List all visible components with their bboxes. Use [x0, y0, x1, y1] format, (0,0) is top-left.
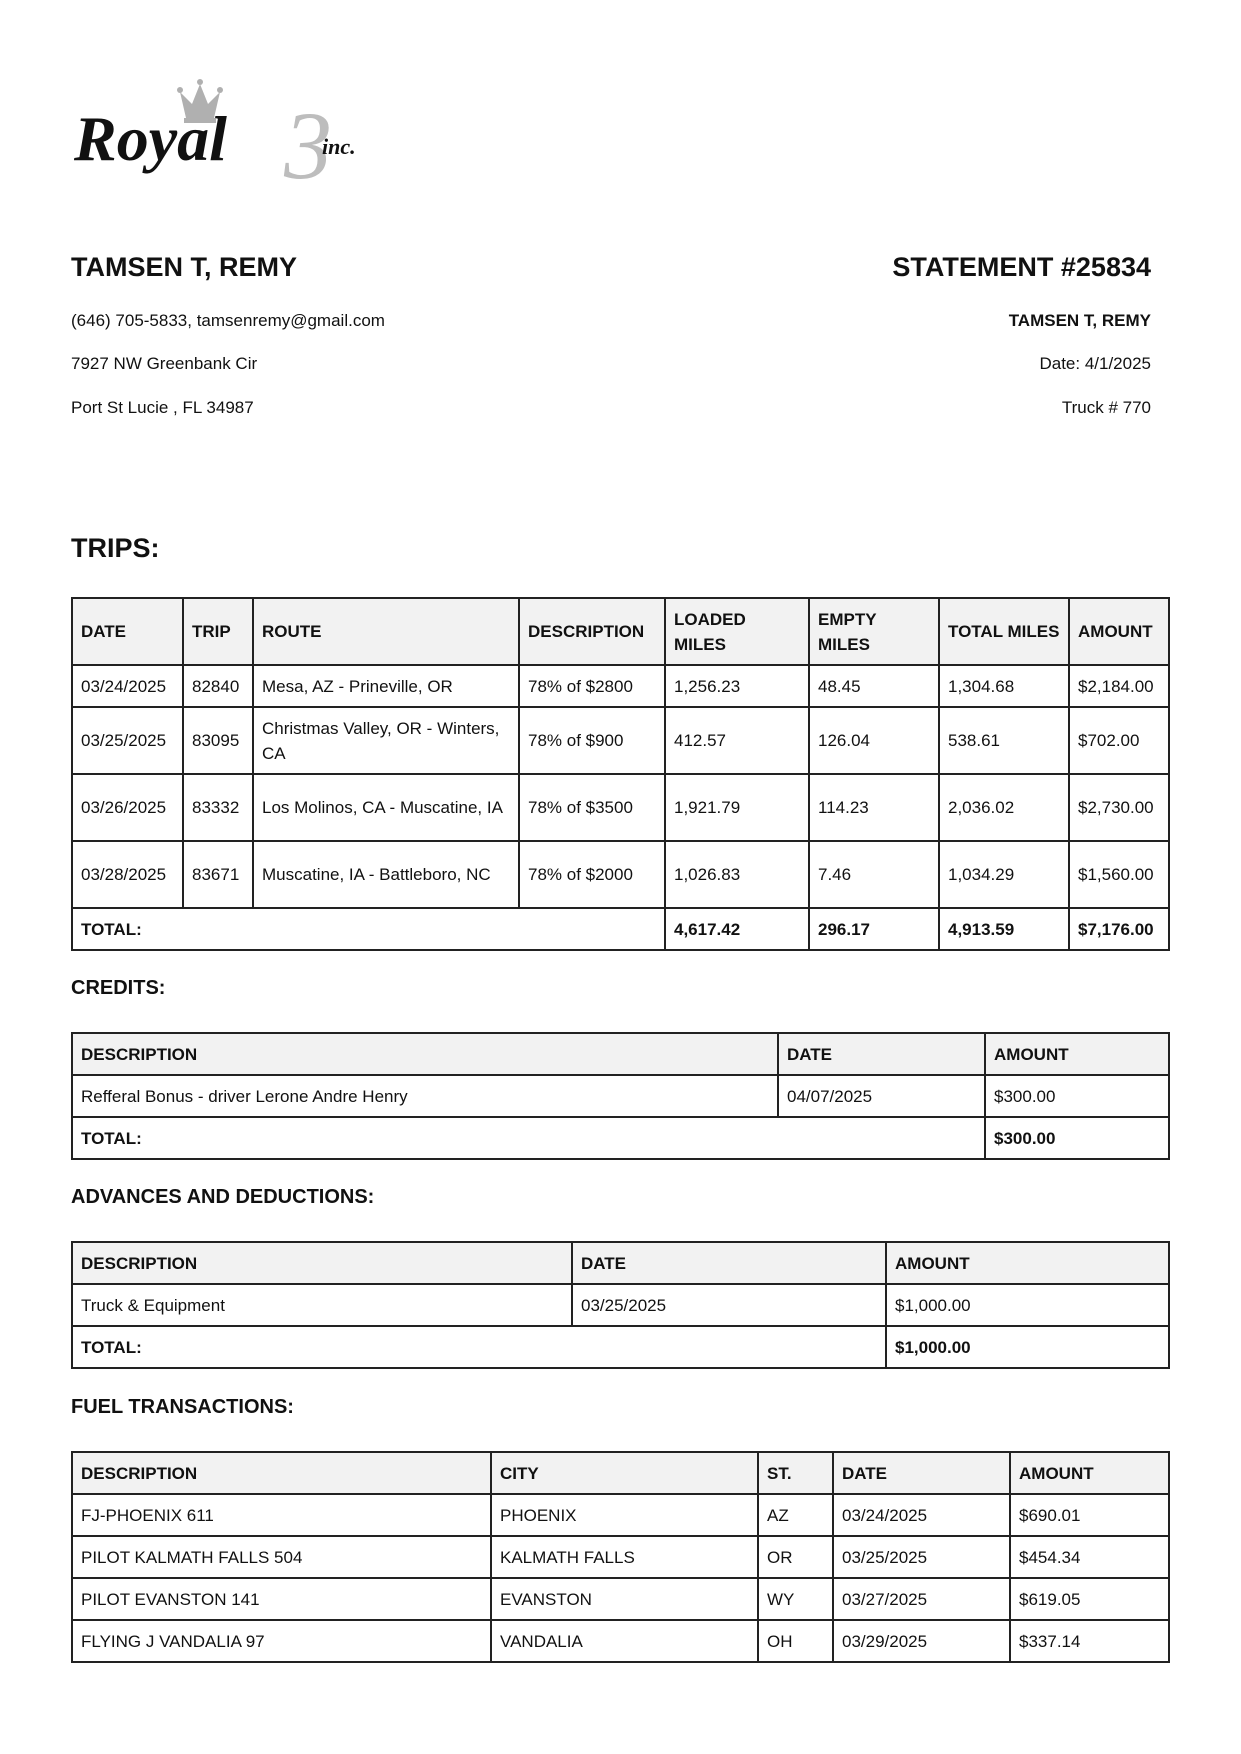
trip-total-miles: 2,036.02 — [939, 774, 1069, 841]
fuel-date: 03/29/2025 — [833, 1620, 1010, 1662]
trip-description: 78% of $3500 — [519, 774, 665, 841]
statement-date: Date: 4/1/2025 — [1039, 354, 1151, 373]
fuel-city: KALMATH FALLS — [491, 1536, 758, 1578]
credits-total-row — [72, 1117, 1169, 1159]
col-header-loaded-miles: LOADED MILES — [665, 598, 809, 665]
trip-total-miles: 1,034.29 — [939, 841, 1069, 908]
fuel-date: 03/27/2025 — [833, 1578, 1010, 1620]
trip-loaded-miles: 1,026.83 — [665, 841, 809, 908]
advances-section-title: ADVANCES AND DEDUCTIONS: — [71, 1186, 375, 1208]
advance-date: 03/25/2025 — [572, 1284, 886, 1326]
trip-date: 03/25/2025 — [72, 707, 183, 774]
credits-table — [71, 1032, 1170, 1160]
table-row — [72, 1284, 1169, 1326]
trip-date: 03/28/2025 — [72, 841, 183, 908]
driver-contact: (646) 705-5833, tamsenremy@gmail.com — [71, 311, 385, 330]
trip-amount: $2,184.00 — [1069, 665, 1169, 707]
col-header-amount: AMOUNT — [985, 1033, 1169, 1075]
credit-date: 04/07/2025 — [778, 1075, 985, 1117]
trip-number: 83095 — [183, 707, 253, 774]
truck-number: Truck # 770 — [1061, 398, 1151, 417]
col-header-route: ROUTE — [253, 598, 519, 665]
trip-empty-miles: 114.23 — [809, 774, 939, 841]
trip-route: Muscatine, IA - Battleboro, NC — [253, 841, 519, 908]
trip-route: Christmas Valley, OR - Winters, CA — [253, 707, 519, 774]
table-row — [72, 665, 1169, 707]
credits-total-label: TOTAL: — [72, 1117, 985, 1159]
trip-date: 03/24/2025 — [72, 665, 183, 707]
trips-total-empty-miles: 296.17 — [809, 908, 939, 950]
trip-route: Los Molinos, CA - Muscatine, IA — [253, 774, 519, 841]
driver-name: TAMSEN T, REMY — [71, 252, 298, 282]
trip-route: Mesa, AZ - Prineville, OR — [253, 665, 519, 707]
trips-total-row — [72, 908, 1169, 950]
col-header-state: ST. — [758, 1452, 833, 1494]
trip-empty-miles: 48.45 — [809, 665, 939, 707]
col-header-description: DESCRIPTION — [72, 1242, 572, 1284]
table-row — [72, 841, 1169, 908]
table-row — [72, 1075, 1169, 1117]
col-header-city: CITY — [491, 1452, 758, 1494]
trips-total-miles: 4,913.59 — [939, 908, 1069, 950]
trip-number: 83332 — [183, 774, 253, 841]
trip-loaded-miles: 1,921.79 — [665, 774, 809, 841]
table-row — [72, 1494, 1169, 1536]
fuel-state: AZ — [758, 1494, 833, 1536]
advance-amount: $1,000.00 — [886, 1284, 1169, 1326]
fuel-table — [71, 1451, 1170, 1663]
trips-total-loaded-miles: 4,617.42 — [665, 908, 809, 950]
trip-description: 78% of $900 — [519, 707, 665, 774]
col-header-total-miles: TOTAL MILES — [939, 598, 1069, 665]
advances-total-row — [72, 1326, 1169, 1368]
driver-address-line1: 7927 NW Greenbank Cir — [71, 354, 258, 373]
credit-description: Refferal Bonus - driver Lerone Andre Henry — [72, 1075, 778, 1117]
advances-table — [71, 1241, 1170, 1369]
fuel-state: OH — [758, 1620, 833, 1662]
trip-date: 03/26/2025 — [72, 774, 183, 841]
col-header-date: DATE — [72, 598, 183, 665]
table-row — [72, 1578, 1169, 1620]
fuel-city: PHOENIX — [491, 1494, 758, 1536]
col-header-description: DESCRIPTION — [72, 1033, 778, 1075]
table-row — [72, 1536, 1169, 1578]
col-header-date: DATE — [778, 1033, 985, 1075]
fuel-description: PILOT EVANSTON 141 — [72, 1578, 491, 1620]
col-header-date: DATE — [833, 1452, 1010, 1494]
col-header-amount: AMOUNT — [1069, 598, 1169, 665]
trip-empty-miles: 7.46 — [809, 841, 939, 908]
advances-header-row — [72, 1242, 1169, 1284]
advance-description: Truck & Equipment — [72, 1284, 572, 1326]
credits-section-title: CREDITS: — [71, 977, 166, 999]
advances-total-amount: $1,000.00 — [886, 1326, 1169, 1368]
fuel-header-row — [72, 1452, 1169, 1494]
fuel-amount: $337.14 — [1010, 1620, 1169, 1662]
trip-empty-miles: 126.04 — [809, 707, 939, 774]
trip-amount: $2,730.00 — [1069, 774, 1169, 841]
fuel-date: 03/25/2025 — [833, 1536, 1010, 1578]
col-header-trip: TRIP — [183, 598, 253, 665]
fuel-section-title: FUEL TRANSACTIONS: — [71, 1396, 294, 1418]
fuel-amount: $454.34 — [1010, 1536, 1169, 1578]
trips-total-label: TOTAL: — [72, 908, 665, 950]
trip-description: 78% of $2000 — [519, 841, 665, 908]
trip-amount: $1,560.00 — [1069, 841, 1169, 908]
col-header-description: DESCRIPTION — [519, 598, 665, 665]
trip-total-miles: 1,304.68 — [939, 665, 1069, 707]
trip-number: 82840 — [183, 665, 253, 707]
trips-total-amount: $7,176.00 — [1069, 908, 1169, 950]
fuel-amount: $619.05 — [1010, 1578, 1169, 1620]
col-header-date: DATE — [572, 1242, 886, 1284]
trip-loaded-miles: 412.57 — [665, 707, 809, 774]
fuel-description: FLYING J VANDALIA 97 — [72, 1620, 491, 1662]
trips-header-row — [72, 598, 1169, 665]
table-row — [72, 1620, 1169, 1662]
statement-driver-name: TAMSEN T, REMY — [1008, 311, 1151, 330]
trips-section-title: TRIPS: — [71, 533, 160, 563]
trip-description: 78% of $2800 — [519, 665, 665, 707]
statement-number: STATEMENT #25834 — [892, 252, 1151, 282]
col-header-amount: AMOUNT — [886, 1242, 1169, 1284]
fuel-city: EVANSTON — [491, 1578, 758, 1620]
credit-amount: $300.00 — [985, 1075, 1169, 1117]
trip-loaded-miles: 1,256.23 — [665, 665, 809, 707]
logo-numeral: 3 — [284, 92, 332, 190]
company-logo — [74, 78, 394, 190]
fuel-date: 03/24/2025 — [833, 1494, 1010, 1536]
fuel-description: FJ-PHOENIX 611 — [72, 1494, 491, 1536]
trip-number: 83671 — [183, 841, 253, 908]
advances-total-label: TOTAL: — [72, 1326, 886, 1368]
driver-address-line2: Port St Lucie , FL 34987 — [71, 398, 254, 417]
fuel-city: VANDALIA — [491, 1620, 758, 1662]
trip-total-miles: 538.61 — [939, 707, 1069, 774]
col-header-amount: AMOUNT — [1010, 1452, 1169, 1494]
fuel-state: WY — [758, 1578, 833, 1620]
trips-table — [71, 597, 1170, 951]
fuel-state: OR — [758, 1536, 833, 1578]
fuel-amount: $690.01 — [1010, 1494, 1169, 1536]
col-header-empty-miles: EMPTY MILES — [809, 598, 939, 665]
credits-header-row — [72, 1033, 1169, 1075]
trip-amount: $702.00 — [1069, 707, 1169, 774]
fuel-description: PILOT KALMATH FALLS 504 — [72, 1536, 491, 1578]
table-row — [72, 774, 1169, 841]
credits-total-amount: $300.00 — [985, 1117, 1169, 1159]
logo-suffix: inc. — [322, 134, 356, 159]
table-row — [72, 707, 1169, 774]
logo-wordmark: Royal — [74, 103, 227, 174]
col-header-description: DESCRIPTION — [72, 1452, 491, 1494]
